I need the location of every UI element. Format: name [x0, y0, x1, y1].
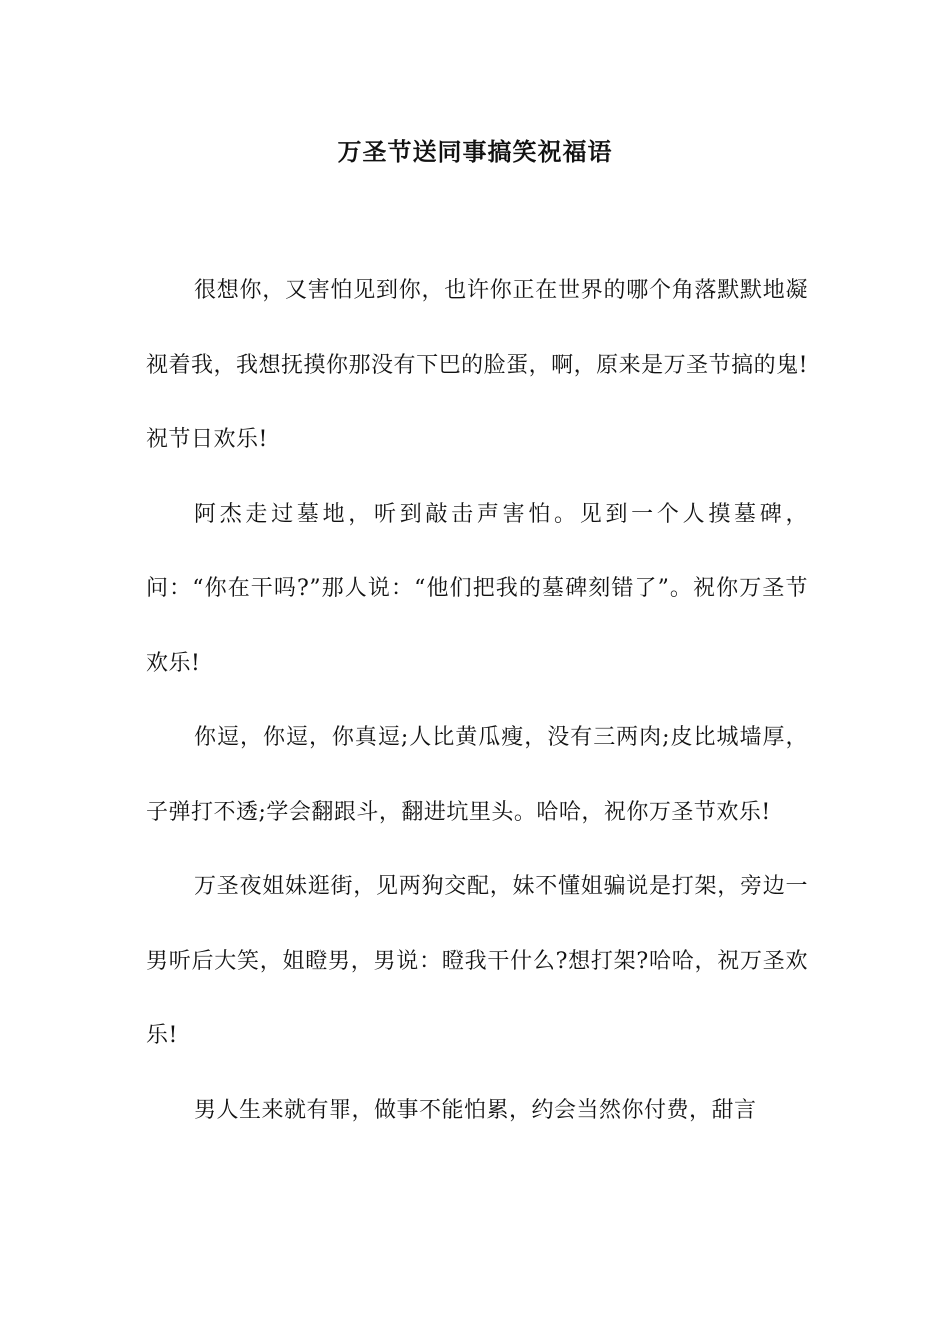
paragraph: 阿杰走过墓地，听到敲击声害怕。见到一个人摸墓碑，问：“你在干吗?”那人说：“他们把我的墓碑刻错了”。祝你万圣节欢乐! — [146, 501, 808, 676]
paragraph: 你逗，你逗，你真逗;人比黄瓜瘦，没有三两肉;皮比城墙厚，子弹打不透;学会翻跟斗，翻进坑里头。哈哈，祝你万圣节欢乐! — [146, 725, 808, 825]
paragraph: 万圣夜姐妹逛街，见两狗交配，妹不懂姐骗说是打架，旁边一男听后大笑，姐瞪男，男说：瞪我干什么?想打架?哈哈，祝万圣欢乐! — [146, 874, 808, 1048]
document-body — [146, 254, 808, 1148]
paragraph: 很想你，又害怕见到你，也许你正在世界的哪个角落默默地凝视着我，我想抚摸你那没有下巴的脸蛋，啊，原来是万圣节搞的鬼!祝节日欢乐! — [146, 278, 808, 452]
document-title: 万圣节送同事搞笑祝福语 — [337, 137, 613, 166]
paragraph: 男人生来就有罪，做事不能怕累，约会当然你付费，甜言 — [194, 1097, 757, 1123]
